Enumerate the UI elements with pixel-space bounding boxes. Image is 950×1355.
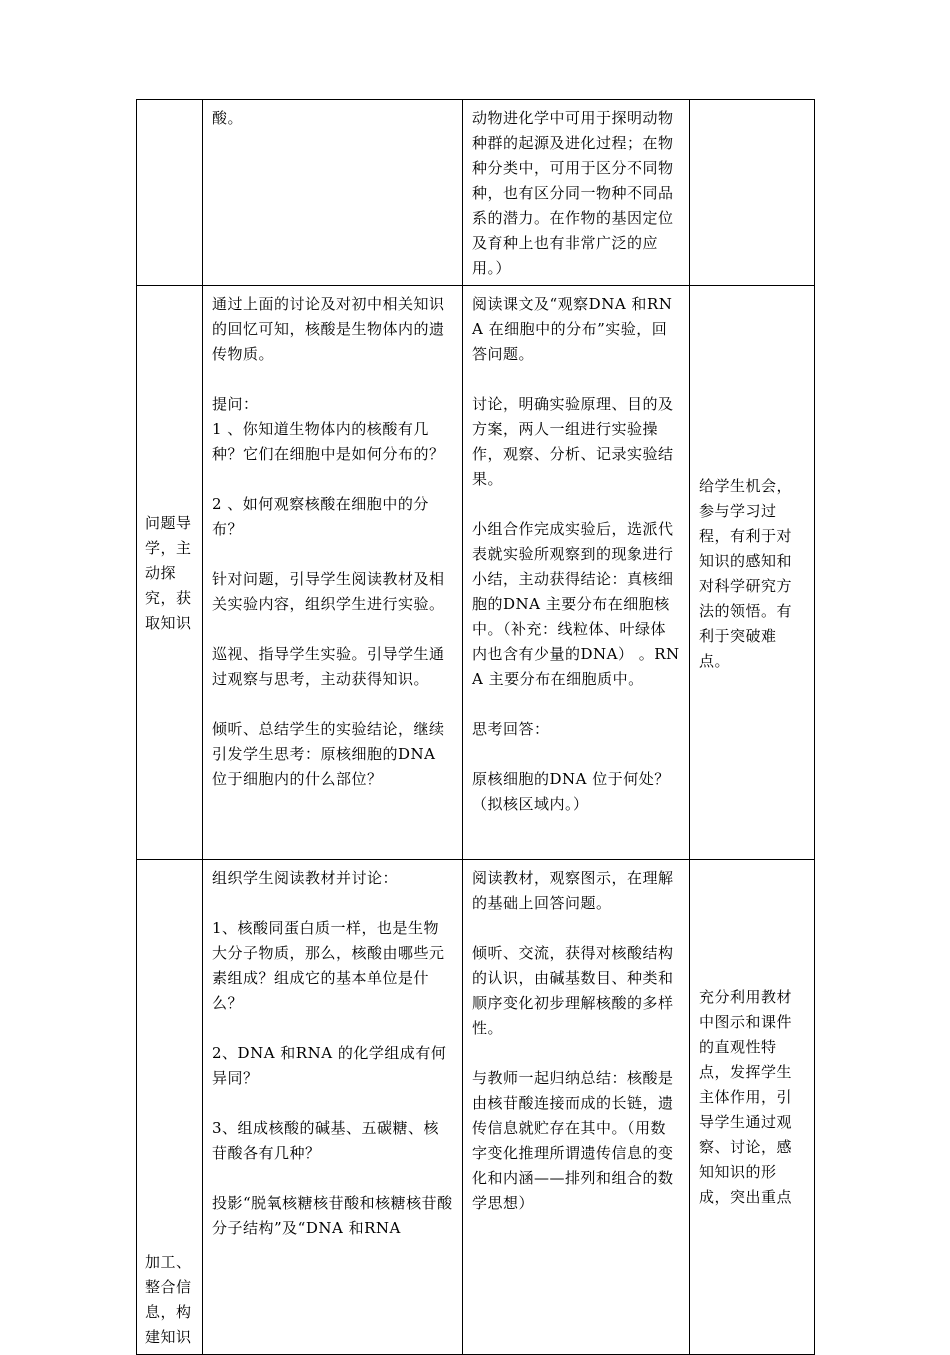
teacher-paragraph: 倾听、总结学生的实验结论，继续引发学生思考：原核细胞的DNA 位于细胞内的什么部位？ <box>212 720 445 788</box>
phase-label: 问题导学，主动探究，获取知识 <box>145 514 192 632</box>
table-row <box>137 286 815 860</box>
teacher-activity-cell <box>203 286 463 860</box>
phase-cell <box>137 100 203 286</box>
teacher-paragraph: 3、组成核酸的碱基、五碳糖、核苷酸各有几种？ <box>212 1119 440 1162</box>
teacher-paragraph: 投影“脱氧核糖核苷酸和核糖核苷酸分子结构”及“DNA 和RNA <box>212 1194 453 1237</box>
phase-label: 加工、整合信息，构建知识 <box>145 1253 192 1346</box>
teacher-paragraph: 组织学生阅读教材并讨论： <box>212 869 399 887</box>
teacher-activity-cell <box>203 100 463 286</box>
teacher-activity-cell <box>203 860 463 1355</box>
teacher-paragraph: 酸。 <box>212 109 244 127</box>
design-purpose-cell <box>690 860 815 1355</box>
teacher-paragraph: 2 、如何观察核酸在细胞中的分布？ <box>212 495 429 538</box>
student-paragraph: 倾听、交流，获得对核酸结构的认识，由碱基数目、种类和顺序变化初步理解核酸的多样性。 <box>472 944 674 1037</box>
phase-cell <box>137 860 203 1355</box>
teacher-paragraph: 1、核酸同蛋白质一样，也是生物大分子物质，那么，核酸由哪些元素组成？组成它的基本单位是什么？ <box>212 919 445 1012</box>
lesson-plan-table <box>136 99 815 1355</box>
student-paragraph: 动物进化学中可用于探明动物种群的起源及进化过程；在物种分类中，可用于区分不同物种，也有区分同一物种不同品系的潜力。在作物的基因定位及育种上也有非常广泛的应用。） <box>472 109 674 277</box>
design-purpose-cell <box>690 100 815 286</box>
purpose-text: 充分利用教材中图示和课件的直观性特点，发挥学生主体作用，引导学生通过观察、讨论，感知知识的形成，突出重点 <box>699 988 793 1206</box>
table-row <box>137 860 815 1355</box>
teacher-paragraph: 针对问题，引导学生阅读教材及相关实验内容，组织学生进行实验。 <box>212 570 445 613</box>
student-paragraph: 讨论，明确实验原理、目的及方案，两人一组进行实验操作，观察、分析、记录实验结果。 <box>472 395 674 488</box>
teacher-paragraph: 通过上面的讨论及对初中相关知识的回忆可知，核酸是生物体内的遗传物质。 <box>212 295 445 363</box>
teacher-paragraph: 巡视、指导学生实验。引导学生通过观察与思考，主动获得知识。 <box>212 645 445 688</box>
teacher-paragraph: 2、DNA 和RNA 的化学组成有何异同？ <box>212 1044 447 1087</box>
student-paragraph: 原核细胞的DNA 位于何处？（拟核区域内。） <box>472 770 670 813</box>
student-activity-cell <box>463 100 690 286</box>
design-purpose-cell <box>690 286 815 860</box>
student-paragraph: 与教师一起归纳总结：核酸是由核苷酸连接而成的长链，遗传信息就贮存在其中。（用数字变化推理所谓遗传信息的变化和内涵——排列和组合的数学思想） <box>472 1069 674 1212</box>
phase-cell <box>137 286 203 860</box>
student-activity-cell <box>463 860 690 1355</box>
student-paragraph: 思考回答： <box>472 720 550 738</box>
teacher-paragraph: 提问： <box>212 395 259 413</box>
student-paragraph: 小组合作完成实验后，选派代表就实验所观察到的现象进行小结，主动获得结论：真核细胞的DNA 主要分布在细胞核中。（补充：线粒体、叶绿体内也含有少量的DNA） 。RNA 主要分布在细胞质中。 <box>472 520 680 688</box>
teacher-paragraph: 1 、你知道生物体内的核酸有几种？它们在细胞中是如何分布的？ <box>212 420 445 463</box>
purpose-text: 给学生机会，参与学习过程，有利于对知识的感知和对科学研究方法的领悟。有利于突破难点。 <box>699 476 793 670</box>
student-paragraph: 阅读课文及“观察DNA 和RNA 在细胞中的分布”实验，回答问题。 <box>472 295 673 363</box>
table-row <box>137 100 815 286</box>
student-activity-cell <box>463 286 690 860</box>
student-paragraph: 阅读教材，观察图示，在理解的基础上回答问题。 <box>472 869 674 912</box>
